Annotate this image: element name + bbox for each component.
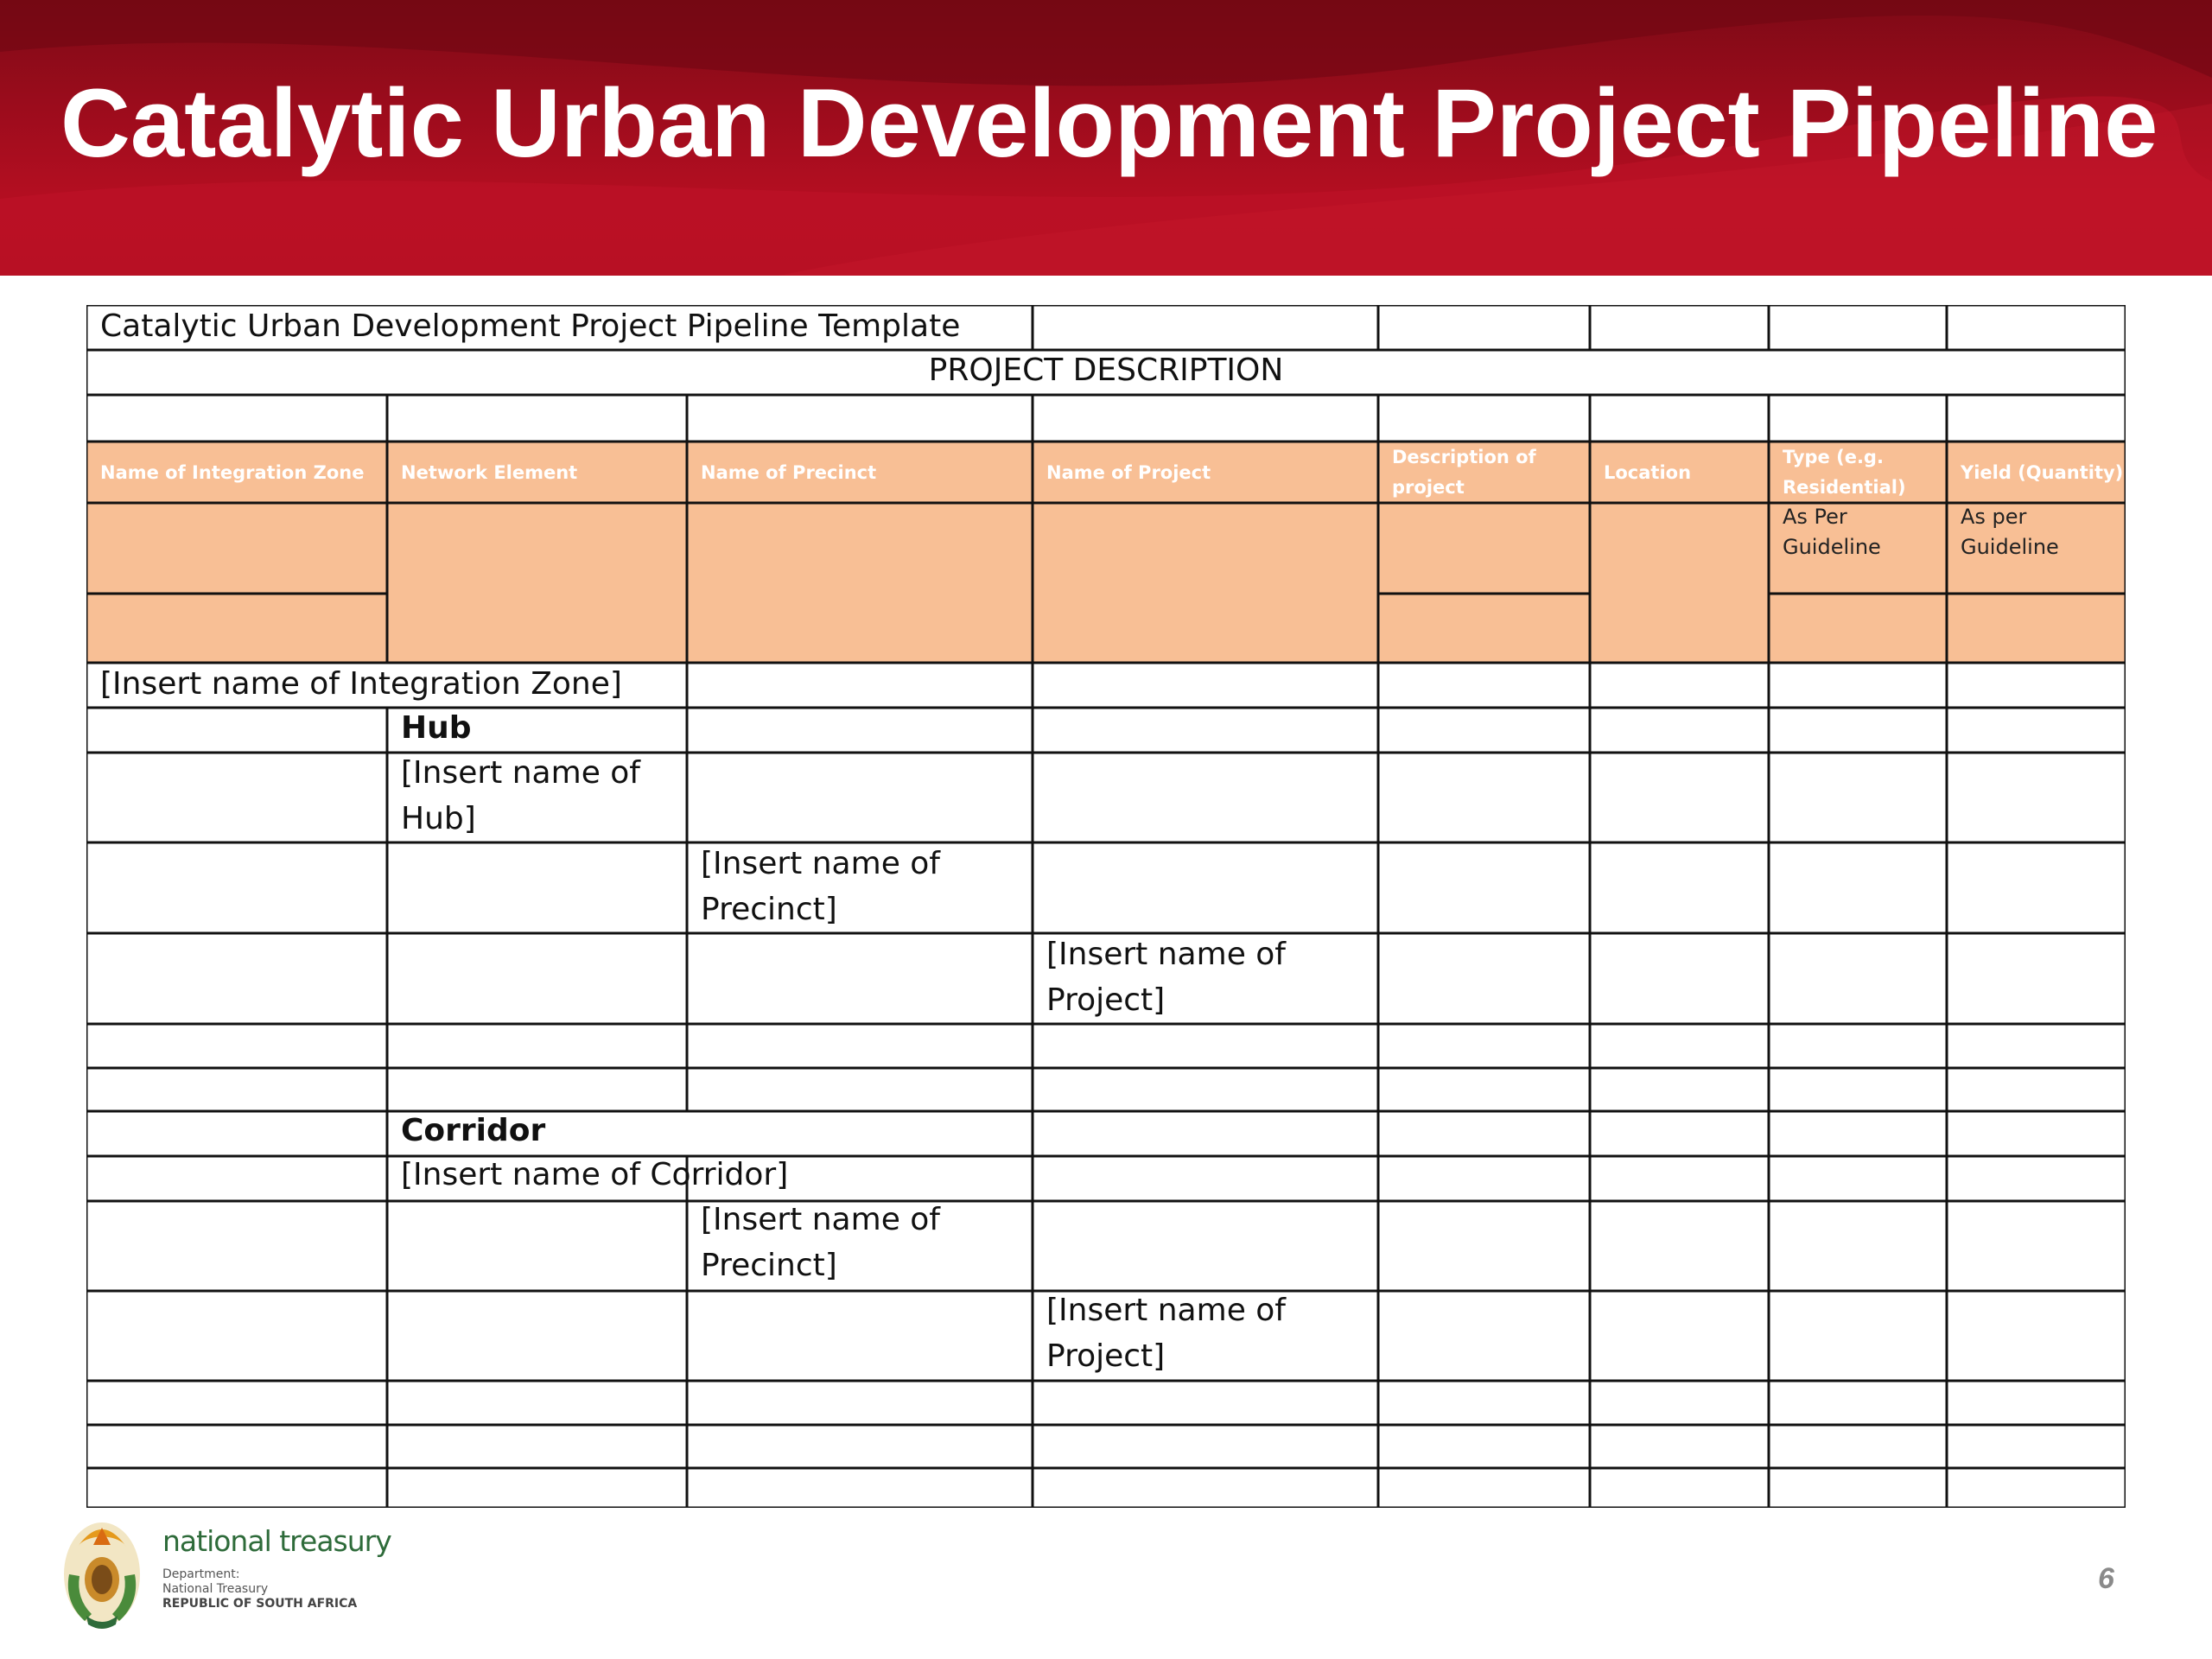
corridor-project-line2: Project]	[1046, 1338, 1166, 1374]
hub-name-line2: Hub]	[401, 801, 476, 836]
hub-precinct-line1: [Insert name of	[701, 846, 940, 881]
header-precinct: Name of Precinct	[701, 462, 877, 483]
hub-label: Hub	[401, 710, 472, 746]
slide-title: Catalytic Urban Development Project Pipeline	[60, 69, 2158, 177]
pipeline-template-table	[86, 305, 2126, 1508]
header-project: Name of Project	[1046, 462, 1211, 483]
corridor-precinct-line2: Precinct]	[701, 1248, 837, 1283]
template-title: Catalytic Urban Development Project Pipeline Template	[100, 308, 961, 344]
section-title: PROJECT DESCRIPTION	[928, 353, 1284, 388]
header-location: Location	[1604, 462, 1692, 483]
header-network-element: Network Element	[401, 462, 578, 483]
header-yield: Yield (Quantity)	[1961, 462, 2124, 483]
type-guidance-line2: Guideline	[1783, 535, 1881, 559]
corridor-precinct-line1: [Insert name of	[701, 1202, 940, 1237]
corridor-project-line1: [Insert name of	[1046, 1293, 1286, 1328]
yield-guidance-line1: As per	[1961, 505, 2027, 529]
header-description-line1: Description of	[1392, 447, 1536, 467]
yield-guidance-line2: Guideline	[1961, 535, 2059, 559]
corridor-name: [Insert name of Corridor]	[401, 1157, 789, 1192]
brand-name: national treasury	[162, 1524, 391, 1558]
department-line1: Department:	[162, 1567, 240, 1581]
header-type-line2: Residential)	[1783, 477, 1906, 498]
hub-precinct-line2: Precinct]	[701, 892, 837, 927]
integration-zone-placeholder: [Insert name of Integration Zone]	[100, 666, 622, 702]
corridor-label: Corridor	[401, 1113, 546, 1148]
title-banner	[0, 0, 2212, 276]
hub-name-line1: [Insert name of	[401, 755, 640, 791]
header-type-line1: Type (e.g.	[1783, 447, 1884, 467]
header-integration-zone: Name of Integration Zone	[100, 462, 365, 483]
department-line2: National Treasury	[162, 1582, 269, 1596]
type-guidance-line1: As Per	[1783, 505, 1847, 529]
national-treasury-logo	[60, 1512, 391, 1633]
page-number: 6	[2098, 1562, 2114, 1595]
header-description-line2: project	[1392, 477, 1465, 498]
hub-project-line1: [Insert name of	[1046, 937, 1286, 972]
hub-project-line2: Project]	[1046, 982, 1166, 1018]
department-line3: REPUBLIC OF SOUTH AFRICA	[162, 1597, 358, 1611]
